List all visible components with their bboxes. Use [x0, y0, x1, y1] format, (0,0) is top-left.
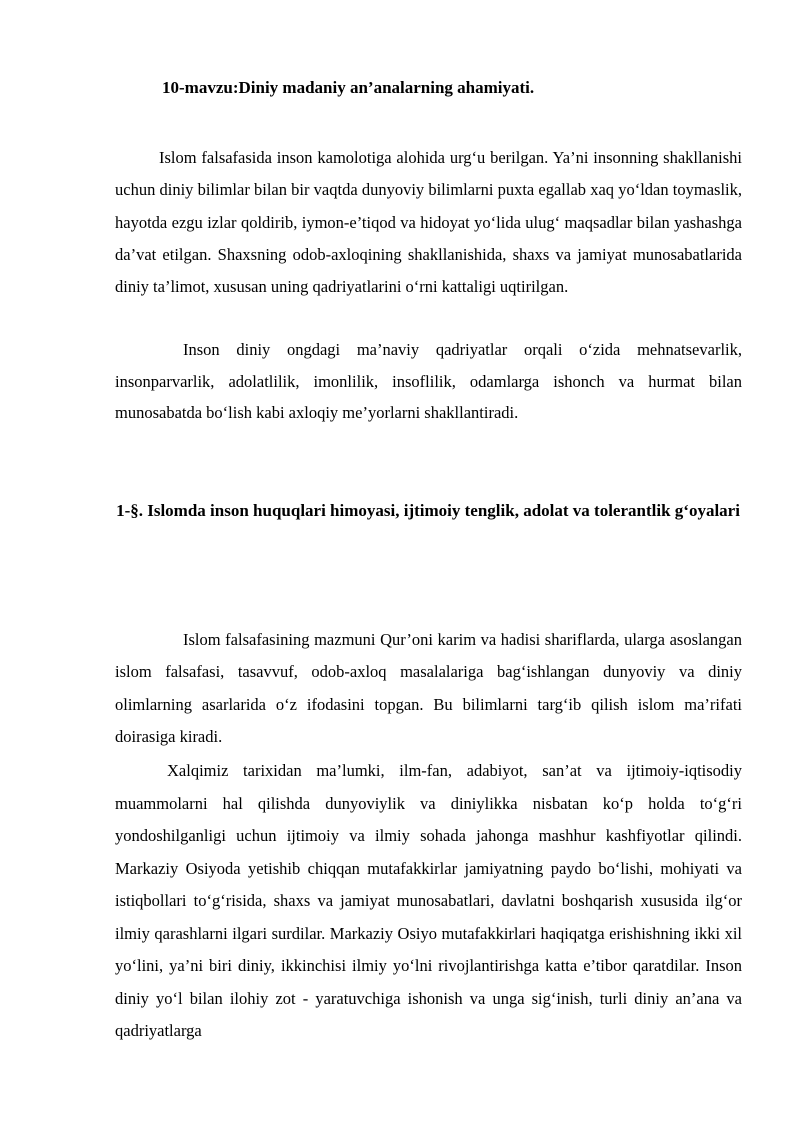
section-paragraph-2: Xalqimiz tarixidan ma’lumki, ilm-fan, adabiyot, san’at va ijtimoiy-iqtisodiy muammolarni hal qilishda dunyoviylik va diniylikka nisbatan ko‘p holda to‘g‘ri yondoshilganligi uchun ijtimoiy va ilmiy sohada jahonga mashhur kashfiyotlar qilindi. Markaziy Osiyoda yetishib chiqqan mutafakkirlar jamiyatning paydo bo‘lishi, mohiyati va istiqbollari to‘g‘risida, shaxs va jamiyat munosabatlari, davlatni boshqarish xususida ilg‘or ilmiy qarashlarni ilgari surdilar. Markaziy Osiyo mutafakkirlari haqiqatga erishishning ikki xil yo‘lini, ya’ni biri diniy, ikkinchisi ilmiy yo‘lni rivojlantirishga katta e’tibor qaratdilar. Inson diniy yo‘l bilan ilohiy zot - yaratuvchiga ishonish va unga sig‘inish, turli diniy an’ana va qadriyatlarga: [115, 761, 742, 1040]
section-paragraph-1: Islom falsafasining mazmuni Qur’oni karim va hadisi shariflarda, ularga asoslangan islom falsafasi, tasavvuf, odob-axloq masalalariga bag‘ishlangan dunyoviy va diniy olimlarning asarlarida o‘z ifodasini topgan. Bu bilimlarni targ‘ib qilish islom ma’rifati doirasiga kiradi.: [115, 630, 742, 747]
section-heading: 1-§. Islomda inson huquqlari himoyasi, ijtimoiy tenglik, adolat va tolerantlik g‘oyalari: [116, 501, 740, 520]
paragraph-2: Inson diniy ongdagi ma’naviy qadriyatlar orqali o‘zida mehnatsevarlik, insonparvarlik, adolatlilik, imonlilik, insoflilik, odamlarga ishonch va hurmat bilan munosabatda bo‘lish kabi axloqiy me’yorlarni shakllantiradi.: [115, 340, 742, 422]
paragraph-1: Islom falsafasida inson kamolotiga alohida urg‘u berilgan. Ya’ni insonning shakllanishi uchun diniy bilimlar bilan bir vaqtda dunyoviy bilimlarni puxta egallab xaq yo‘ldan toymaslik, hayotda ezgu izlar qoldirib, iymon-e’tiqod va hidoyat yo‘lida ulug‘ maqsadlar bilan yashashga da’vat etilgan. Shaxsning odob-axloqining shakllanishida, shaxs va jamiyat munosabatlarida diniy ta’limot, xususan uning qadriyatlarini o‘rni kattaligi uqtirilgan.: [115, 148, 742, 297]
topic-title: 10-mavzu:Diniy madaniy an’analarning ahamiyati.: [162, 78, 535, 97]
